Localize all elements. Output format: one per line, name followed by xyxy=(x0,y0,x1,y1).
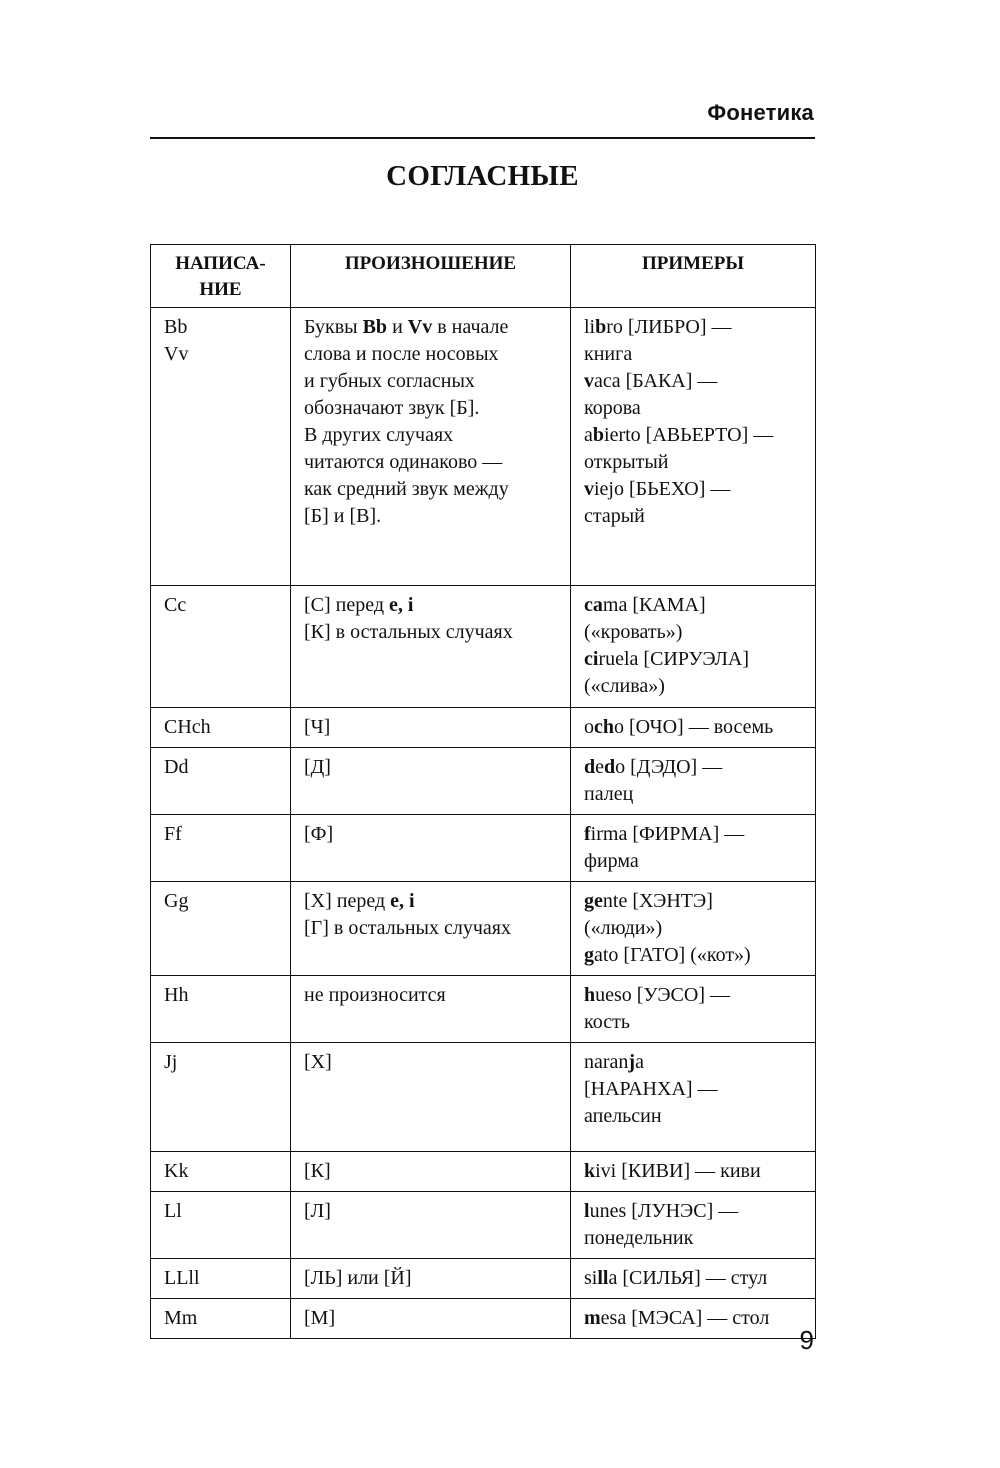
cell-line xyxy=(584,1103,807,1130)
cell-line xyxy=(304,619,562,646)
text-fragment: («кровать») xyxy=(584,621,683,643)
header-line: НИЕ xyxy=(199,279,242,300)
cell-line xyxy=(304,476,562,503)
cell-line xyxy=(584,848,807,875)
pronunciation-cell xyxy=(291,748,571,815)
cell-line xyxy=(584,714,807,741)
cell-line xyxy=(584,821,807,848)
examples-cell xyxy=(571,748,816,815)
table-row xyxy=(151,1192,816,1259)
bold-fragment: k xyxy=(584,1160,596,1182)
text-fragment: [Ф] xyxy=(304,823,334,845)
text-fragment: esa [МЭСА] — стол xyxy=(600,1307,770,1329)
cell-line xyxy=(304,592,562,619)
cell-line: Mm xyxy=(164,1307,198,1329)
text-fragment: корова xyxy=(584,397,641,419)
text-fragment: [К] в остальных случаях xyxy=(304,621,513,643)
text-fragment: [Г] в остальных случаях xyxy=(304,917,511,939)
text-fragment: Буквы xyxy=(304,316,363,338)
spelling-cell xyxy=(151,1259,291,1299)
cell-line: Cc xyxy=(164,594,187,616)
cell-line xyxy=(304,422,562,449)
text-fragment: nte [ХЭНТЭ] xyxy=(602,890,713,912)
text-fragment: o xyxy=(584,716,594,738)
bold-fragment: d xyxy=(584,756,596,778)
text-fragment: понедельник xyxy=(584,1227,694,1249)
spelling-cell xyxy=(151,1152,291,1192)
text-fragment: кость xyxy=(584,1011,630,1033)
cell-line: Ff xyxy=(164,823,182,845)
examples-cell xyxy=(571,308,816,586)
text-fragment: ueso [УЭСО] — xyxy=(595,984,730,1006)
cell-line xyxy=(584,982,807,1009)
text-fragment: слова и после носовых xyxy=(304,343,499,365)
text-fragment: a [СИЛЬЯ] — стул xyxy=(608,1267,768,1289)
bold-fragment: m xyxy=(584,1307,601,1329)
pronunciation-cell xyxy=(291,708,571,748)
cell-line xyxy=(584,781,807,808)
cell-line: Kk xyxy=(164,1160,189,1182)
text-fragment: и xyxy=(387,316,408,338)
text-fragment: ivi [КИВИ] — киви xyxy=(595,1160,761,1182)
text-fragment: naran xyxy=(584,1051,629,1073)
pronunciation-cell xyxy=(291,815,571,882)
text-fragment: как средний звук между xyxy=(304,478,509,500)
cell-line: CHch xyxy=(164,716,211,738)
text-fragment: [Л] xyxy=(304,1200,331,1222)
cell-line xyxy=(304,915,562,942)
bold-fragment: g xyxy=(584,944,594,966)
text-fragment: [Д] xyxy=(304,756,331,778)
text-fragment: irma [ФИРМА] — xyxy=(590,823,745,845)
text-fragment: апельсин xyxy=(584,1105,662,1127)
bold-fragment: ll xyxy=(597,1267,609,1289)
text-fragment: («люди») xyxy=(584,917,663,939)
header-line: НАПИСА- xyxy=(175,253,266,274)
cell-line xyxy=(584,1265,807,1292)
text-fragment: [Б] и [В]. xyxy=(304,505,382,527)
pronunciation-cell xyxy=(291,1299,571,1339)
cell-line xyxy=(584,503,807,530)
pronunciation-cell xyxy=(291,1259,571,1299)
spelling-cell xyxy=(151,1192,291,1259)
examples-cell xyxy=(571,1043,816,1152)
bold-fragment: h xyxy=(584,984,596,1006)
cell-line xyxy=(584,341,807,368)
cell-line xyxy=(584,422,807,449)
table-body xyxy=(151,308,816,1339)
spelling-cell xyxy=(151,708,291,748)
bold-fragment: l xyxy=(584,1200,590,1222)
bold-fragment: ge xyxy=(584,890,603,912)
cell-line: Ll xyxy=(164,1200,182,1222)
bold-fragment: v xyxy=(584,370,594,392)
cell-line xyxy=(584,1305,807,1332)
table-row xyxy=(151,708,816,748)
pronunciation-cell xyxy=(291,1043,571,1152)
bold-fragment: d xyxy=(604,756,616,778)
cell-line xyxy=(304,341,562,368)
examples-cell xyxy=(571,815,816,882)
text-fragment: старый xyxy=(584,505,645,527)
cell-line xyxy=(304,1265,562,1292)
spelling-cell xyxy=(151,815,291,882)
cell-line xyxy=(584,1009,807,1036)
cell-line xyxy=(304,888,562,915)
cell-line xyxy=(584,1049,807,1076)
text-fragment: o [ОЧО] — восемь xyxy=(614,716,774,738)
spelling-cell xyxy=(151,308,291,586)
cell-line: Gg xyxy=(164,890,189,912)
cell-line xyxy=(584,619,807,646)
text-fragment: o [ДЭДО] — xyxy=(615,756,723,778)
text-fragment: ierto [АВЬЕРТО] — xyxy=(604,424,774,446)
bold-fragment: f xyxy=(584,823,591,845)
pronunciation-cell xyxy=(291,882,571,976)
table-row xyxy=(151,1299,816,1339)
pronunciation-cell xyxy=(291,1192,571,1259)
bold-fragment: b xyxy=(592,424,605,446)
spelling-cell xyxy=(151,882,291,976)
text-fragment: в начале xyxy=(432,316,509,338)
text-fragment: a xyxy=(635,1051,644,1073)
table-row xyxy=(151,976,816,1043)
text-fragment: [С] перед xyxy=(304,594,390,616)
page-title: СОГЛАСНЫЕ xyxy=(386,160,579,192)
cell-line xyxy=(584,476,807,503)
pronunciation-cell xyxy=(291,308,571,586)
text-fragment: [Х] перед xyxy=(304,890,391,912)
examples-cell xyxy=(571,1192,816,1259)
text-fragment: aca [БАКА] — xyxy=(594,370,718,392)
text-fragment: открытый xyxy=(584,451,669,473)
text-fragment: палец xyxy=(584,783,634,805)
table-row xyxy=(151,882,816,976)
examples-cell xyxy=(571,1259,816,1299)
cell-line xyxy=(584,1225,807,1252)
text-fragment: читаются одинаково — xyxy=(304,451,503,473)
examples-cell xyxy=(571,708,816,748)
header-rule xyxy=(150,137,815,139)
bold-fragment: j xyxy=(628,1051,636,1073)
text-fragment: unes [ЛУНЭС] — xyxy=(589,1200,739,1222)
table-row xyxy=(151,748,816,815)
pronunciation-cell xyxy=(291,586,571,708)
cell-line xyxy=(304,449,562,476)
pronunciation-cell xyxy=(291,1152,571,1192)
cell-line xyxy=(584,754,807,781)
cell-line xyxy=(584,368,807,395)
cell-line xyxy=(584,942,807,969)
cell-line xyxy=(304,1049,562,1076)
bold-fragment: e, i xyxy=(389,594,414,616)
text-fragment: li xyxy=(584,316,596,338)
table-row xyxy=(151,815,816,882)
bold-fragment: b xyxy=(595,316,607,338)
table-header-row xyxy=(151,245,816,308)
column-header-pronunciation: ПРОИЗНОШЕНИЕ xyxy=(291,245,571,308)
bold-fragment: ca xyxy=(584,594,603,616)
text-fragment: [НАРАНХА] — xyxy=(584,1078,718,1100)
text-fragment: [ЛЬ] или [Й] xyxy=(304,1267,412,1289)
cell-line xyxy=(304,1198,562,1225)
cell-line xyxy=(304,314,562,341)
bold-fragment: Vv xyxy=(407,316,433,338)
bold-fragment: e, i xyxy=(390,890,415,912)
text-fragment: ato [ГАТО] («кот») xyxy=(594,944,751,966)
text-fragment: («слива») xyxy=(584,675,665,697)
bold-fragment: Bb xyxy=(362,316,388,338)
cell-line: Hh xyxy=(164,984,189,1006)
examples-cell xyxy=(571,1299,816,1339)
cell-line xyxy=(304,821,562,848)
cell-line xyxy=(584,673,807,700)
examples-cell xyxy=(571,1152,816,1192)
cell-line xyxy=(304,503,562,530)
examples-cell xyxy=(571,976,816,1043)
table-row xyxy=(151,308,816,586)
cell-line xyxy=(304,982,562,1009)
text-fragment: ro [ЛИБРО] — xyxy=(606,316,732,338)
column-header-spelling xyxy=(151,245,291,308)
text-fragment: [Х] xyxy=(304,1051,332,1073)
cell-line xyxy=(304,1305,562,1332)
spelling-cell xyxy=(151,1299,291,1339)
text-fragment: обозначают звук [Б]. xyxy=(304,397,480,419)
table-row xyxy=(151,1043,816,1152)
text-fragment: ruela [СИРУЭЛА] xyxy=(598,648,749,670)
table-row xyxy=(151,586,816,708)
cell-line xyxy=(304,1158,562,1185)
text-fragment: В других случаях xyxy=(304,424,454,446)
cell-line xyxy=(584,1158,807,1185)
cell-line xyxy=(584,888,807,915)
examples-cell xyxy=(571,882,816,976)
cell-line: Vv xyxy=(164,343,189,365)
text-fragment: ma [КАМА] xyxy=(602,594,706,616)
spelling-cell xyxy=(151,1043,291,1152)
page-number: 9 xyxy=(799,1325,814,1355)
cell-line: LLll xyxy=(164,1267,200,1289)
running-head: Фонетика xyxy=(707,100,814,125)
text-fragment: si xyxy=(584,1267,598,1289)
cell-line xyxy=(304,368,562,395)
pronunciation-cell xyxy=(291,976,571,1043)
cell-line xyxy=(584,1198,807,1225)
table-row xyxy=(151,1259,816,1299)
text-fragment: [К] xyxy=(304,1160,331,1182)
bold-fragment: ci xyxy=(584,648,599,670)
cell-line xyxy=(584,915,807,942)
text-fragment: [М] xyxy=(304,1307,336,1329)
spelling-cell xyxy=(151,976,291,1043)
column-header-examples: ПРИМЕРЫ xyxy=(571,245,816,308)
table-row xyxy=(151,1152,816,1192)
spelling-cell xyxy=(151,586,291,708)
cell-line xyxy=(584,395,807,422)
consonants-table xyxy=(150,244,816,1339)
cell-line xyxy=(584,592,807,619)
cell-line xyxy=(584,1076,807,1103)
cell-line: Jj xyxy=(164,1051,178,1073)
cell-line xyxy=(584,314,807,341)
text-fragment: и губных согласных xyxy=(304,370,475,392)
text-fragment: a xyxy=(584,424,593,446)
text-fragment: e xyxy=(595,756,605,778)
text-fragment: [Ч] xyxy=(304,716,331,738)
text-fragment: не произносится xyxy=(304,984,446,1006)
cell-line xyxy=(584,646,807,673)
cell-line: Dd xyxy=(164,756,189,778)
examples-cell xyxy=(571,586,816,708)
text-fragment: книга xyxy=(584,343,633,365)
cell-line xyxy=(304,714,562,741)
bold-fragment: v xyxy=(584,478,594,500)
bold-fragment: ch xyxy=(594,716,614,738)
cell-line xyxy=(304,754,562,781)
cell-line xyxy=(584,449,807,476)
cell-line xyxy=(304,395,562,422)
text-fragment: iejo [БЬЕХО] — xyxy=(594,478,731,500)
cell-line: Bb xyxy=(164,316,188,338)
text-fragment: фирма xyxy=(584,850,639,872)
spelling-cell xyxy=(151,748,291,815)
